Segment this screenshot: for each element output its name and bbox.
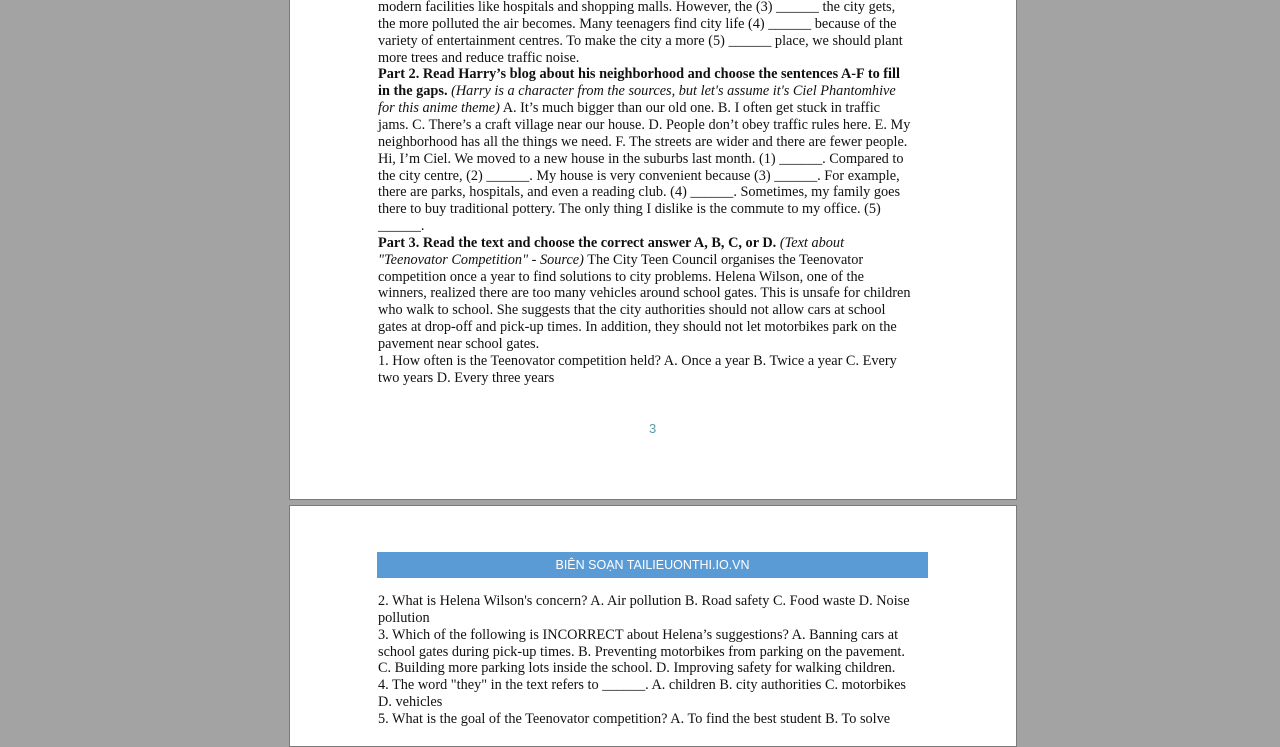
text-line (378, 201, 881, 218)
text-run: for this anime theme) (378, 100, 500, 117)
text-run: (Harry is a character from the sources, but let's assume it's Ciel Phantomhive (451, 83, 896, 100)
text-line (378, 660, 895, 677)
text-line (378, 353, 897, 370)
text-run: who walk to school. She suggests that the city authorities should not allow cars at school (378, 302, 886, 319)
text-run: pollution (378, 609, 430, 626)
text-run: ______. (378, 218, 425, 235)
text-run: The City Teen Council organises the Teenovator (583, 251, 864, 268)
text-run: there are parks, hospitals, and even a reading club. (4) ______. Sometimes, my family goes (378, 184, 901, 201)
text-run: 2. What is Helena Wilson's concern? A. Air pollution B. Road safety C. Food waste D. Noise (378, 593, 910, 609)
text-line (378, 593, 910, 610)
text-run: competition once a year to find solutions to city problems. Helena Wilson, one of the (378, 268, 864, 285)
text-run: Part 2. Read Harry’s blog about his neighborhood and choose the sentences A-F to fill (378, 66, 900, 83)
text-line (378, 151, 904, 168)
text-line (378, 235, 844, 252)
text-line (378, 627, 898, 644)
text-line (378, 184, 900, 201)
document-page-3 (289, 0, 1017, 500)
text-run: C. Building more parking lots inside the school. D. Improving safety for walking children. (378, 660, 896, 677)
text-line (378, 319, 897, 336)
text-run: more trees and reduce traffic noise. (378, 49, 580, 66)
text-run: Part 3. Read the text and choose the correct answer A, B, C, or D. (378, 234, 780, 251)
text-line (378, 610, 430, 627)
text-line (378, 252, 863, 269)
text-run: D. vehicles (378, 694, 443, 711)
text-line (378, 694, 442, 711)
text-line (378, 0, 895, 16)
text-line (378, 117, 910, 134)
text-line (378, 644, 905, 661)
text-line (378, 677, 906, 694)
text-line (378, 16, 896, 33)
text-run: pavement near school gates. (378, 336, 540, 352)
text-run: school gates during pick-up times. B. Preventing motorbikes from parking on the pavement. (378, 643, 905, 660)
text-run: two years D. Every three years (378, 369, 555, 386)
text-run: "Teenovator Competition" - Source) (378, 251, 584, 268)
text-run: variety of entertainment centres. To make the city a more (5) ______ place, we should plant (378, 32, 903, 49)
text-run: 1. How often is the Teenovator competition held? A. Once a year B. Twice a year C. Every (378, 352, 897, 369)
text-line (378, 168, 900, 185)
text-run: 3. Which of the following is INCORRECT about Helena’s suggestions? A. Banning cars at (378, 626, 899, 643)
text-line (378, 711, 890, 728)
text-run: gates at drop-off and pick-up times. In addition, they should not let motorbikes park on the (378, 319, 897, 336)
text-run: in the gaps. (378, 83, 452, 100)
text-line (378, 134, 907, 151)
text-line (378, 218, 424, 235)
text-run: Hi, I’m Ciel. We moved to a new house in the suburbs last month. (1) ______. Compared to (378, 150, 904, 167)
text-line (378, 33, 903, 50)
text-run: neighborhood has all the things we need. F. The streets are wider and there are fewer people. (378, 133, 908, 150)
text-run: (Text about (779, 234, 845, 251)
text-run: modern facilities like hospitals and shopping malls. However, the (3) ______ the city gets, (378, 0, 896, 15)
text-line (378, 336, 539, 353)
text-line (378, 302, 885, 319)
text-run: 4. The word "they" in the text refers to ______. A. children B. city authorities C. motorbikes (378, 677, 906, 694)
text-line (378, 83, 896, 100)
text-run: A. It’s much bigger than our old one. B. I often get stuck in traffic (499, 100, 881, 117)
text-line (378, 50, 579, 67)
text-line (378, 370, 554, 387)
header-banner: BIÊN SOẠN TAILIEUONTHI.IO.VN (377, 552, 928, 578)
text-run: jams. C. There’s a craft village near our house. D. People don’t obey traffic rules here. E. My (378, 116, 911, 133)
text-line (378, 66, 900, 83)
text-run: 5. What is the goal of the Teenovator competition? A. To find the best student B. To solve (378, 710, 891, 727)
text-line (378, 269, 864, 286)
page-number: 3 (649, 421, 657, 436)
text-run: there to buy traditional pottery. The only thing I dislike is the commute to my office. (5) (378, 201, 881, 218)
text-run: winners, realized there are too many vehicles around school gates. This is unsafe for children (378, 285, 911, 302)
document-page-4 (289, 505, 1017, 747)
text-line (378, 285, 911, 302)
text-run: the city centre, (2) ______. My house is very convenient because (3) ______. For example, (378, 167, 900, 184)
text-line (378, 100, 880, 117)
text-run: the more polluted the air becomes. Many teenagers find city life (4) ______ because of the (378, 15, 897, 32)
